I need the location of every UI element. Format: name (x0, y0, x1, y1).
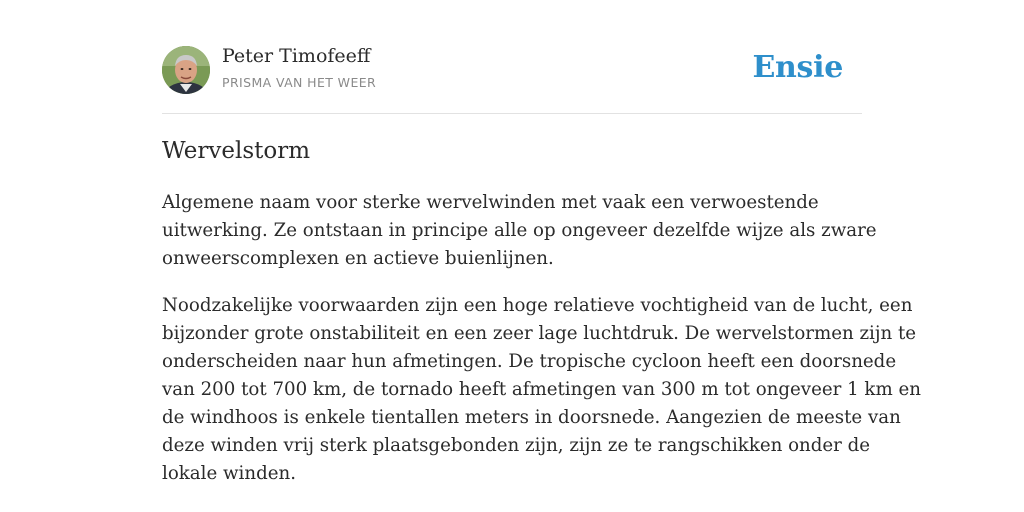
paragraph-line: Noodzakelijke voorwaarden zijn een hoge relatieve vochtigheid van de lucht, een (162, 295, 913, 316)
article-card (162, 0, 921, 484)
author-name[interactable]: Peter Timofeeff (222, 45, 371, 67)
article-header (162, 0, 862, 114)
paragraph-line: Algemene naam voor sterke wervelwinden met vaak een verwoestende (162, 192, 819, 213)
author-portrait-icon (162, 46, 210, 94)
paragraph-2 (162, 292, 921, 488)
paragraph-line: onweerscomplexen en actieve buienlijnen. (162, 248, 554, 269)
article-title: Wervelstorm (162, 138, 311, 164)
paragraph-line: deze winden vrij sterk plaatsgebonden zijn, zijn ze te rangschikken onder de (162, 435, 871, 456)
paragraph-line: van 200 tot 700 km, de tornado heeft afmetingen van 300 m tot ongeveer 1 km en (162, 379, 921, 400)
author-subtitle: PRISMA VAN HET WEER (222, 75, 377, 90)
paragraph-line: onderscheiden naar hun afmetingen. De tropische cycloon heeft een doorsnede (162, 351, 897, 372)
paragraph-1 (162, 189, 877, 273)
paragraph-line: de windhoos is enkele tientallen meters in doorsnede. Aangezien de meeste van (162, 407, 901, 428)
paragraph-line: lokale winden. (162, 463, 296, 484)
paragraph-line: uitwerking. Ze ontstaan in principe alle op ongeveer dezelfde wijze als zware (162, 220, 877, 241)
brand-logo[interactable]: Ensie (752, 50, 843, 85)
paragraph-line: bijzonder grote onstabiliteit en een zeer lage luchtdruk. De wervelstormen zijn te (162, 323, 917, 344)
author-avatar[interactable] (162, 46, 210, 94)
